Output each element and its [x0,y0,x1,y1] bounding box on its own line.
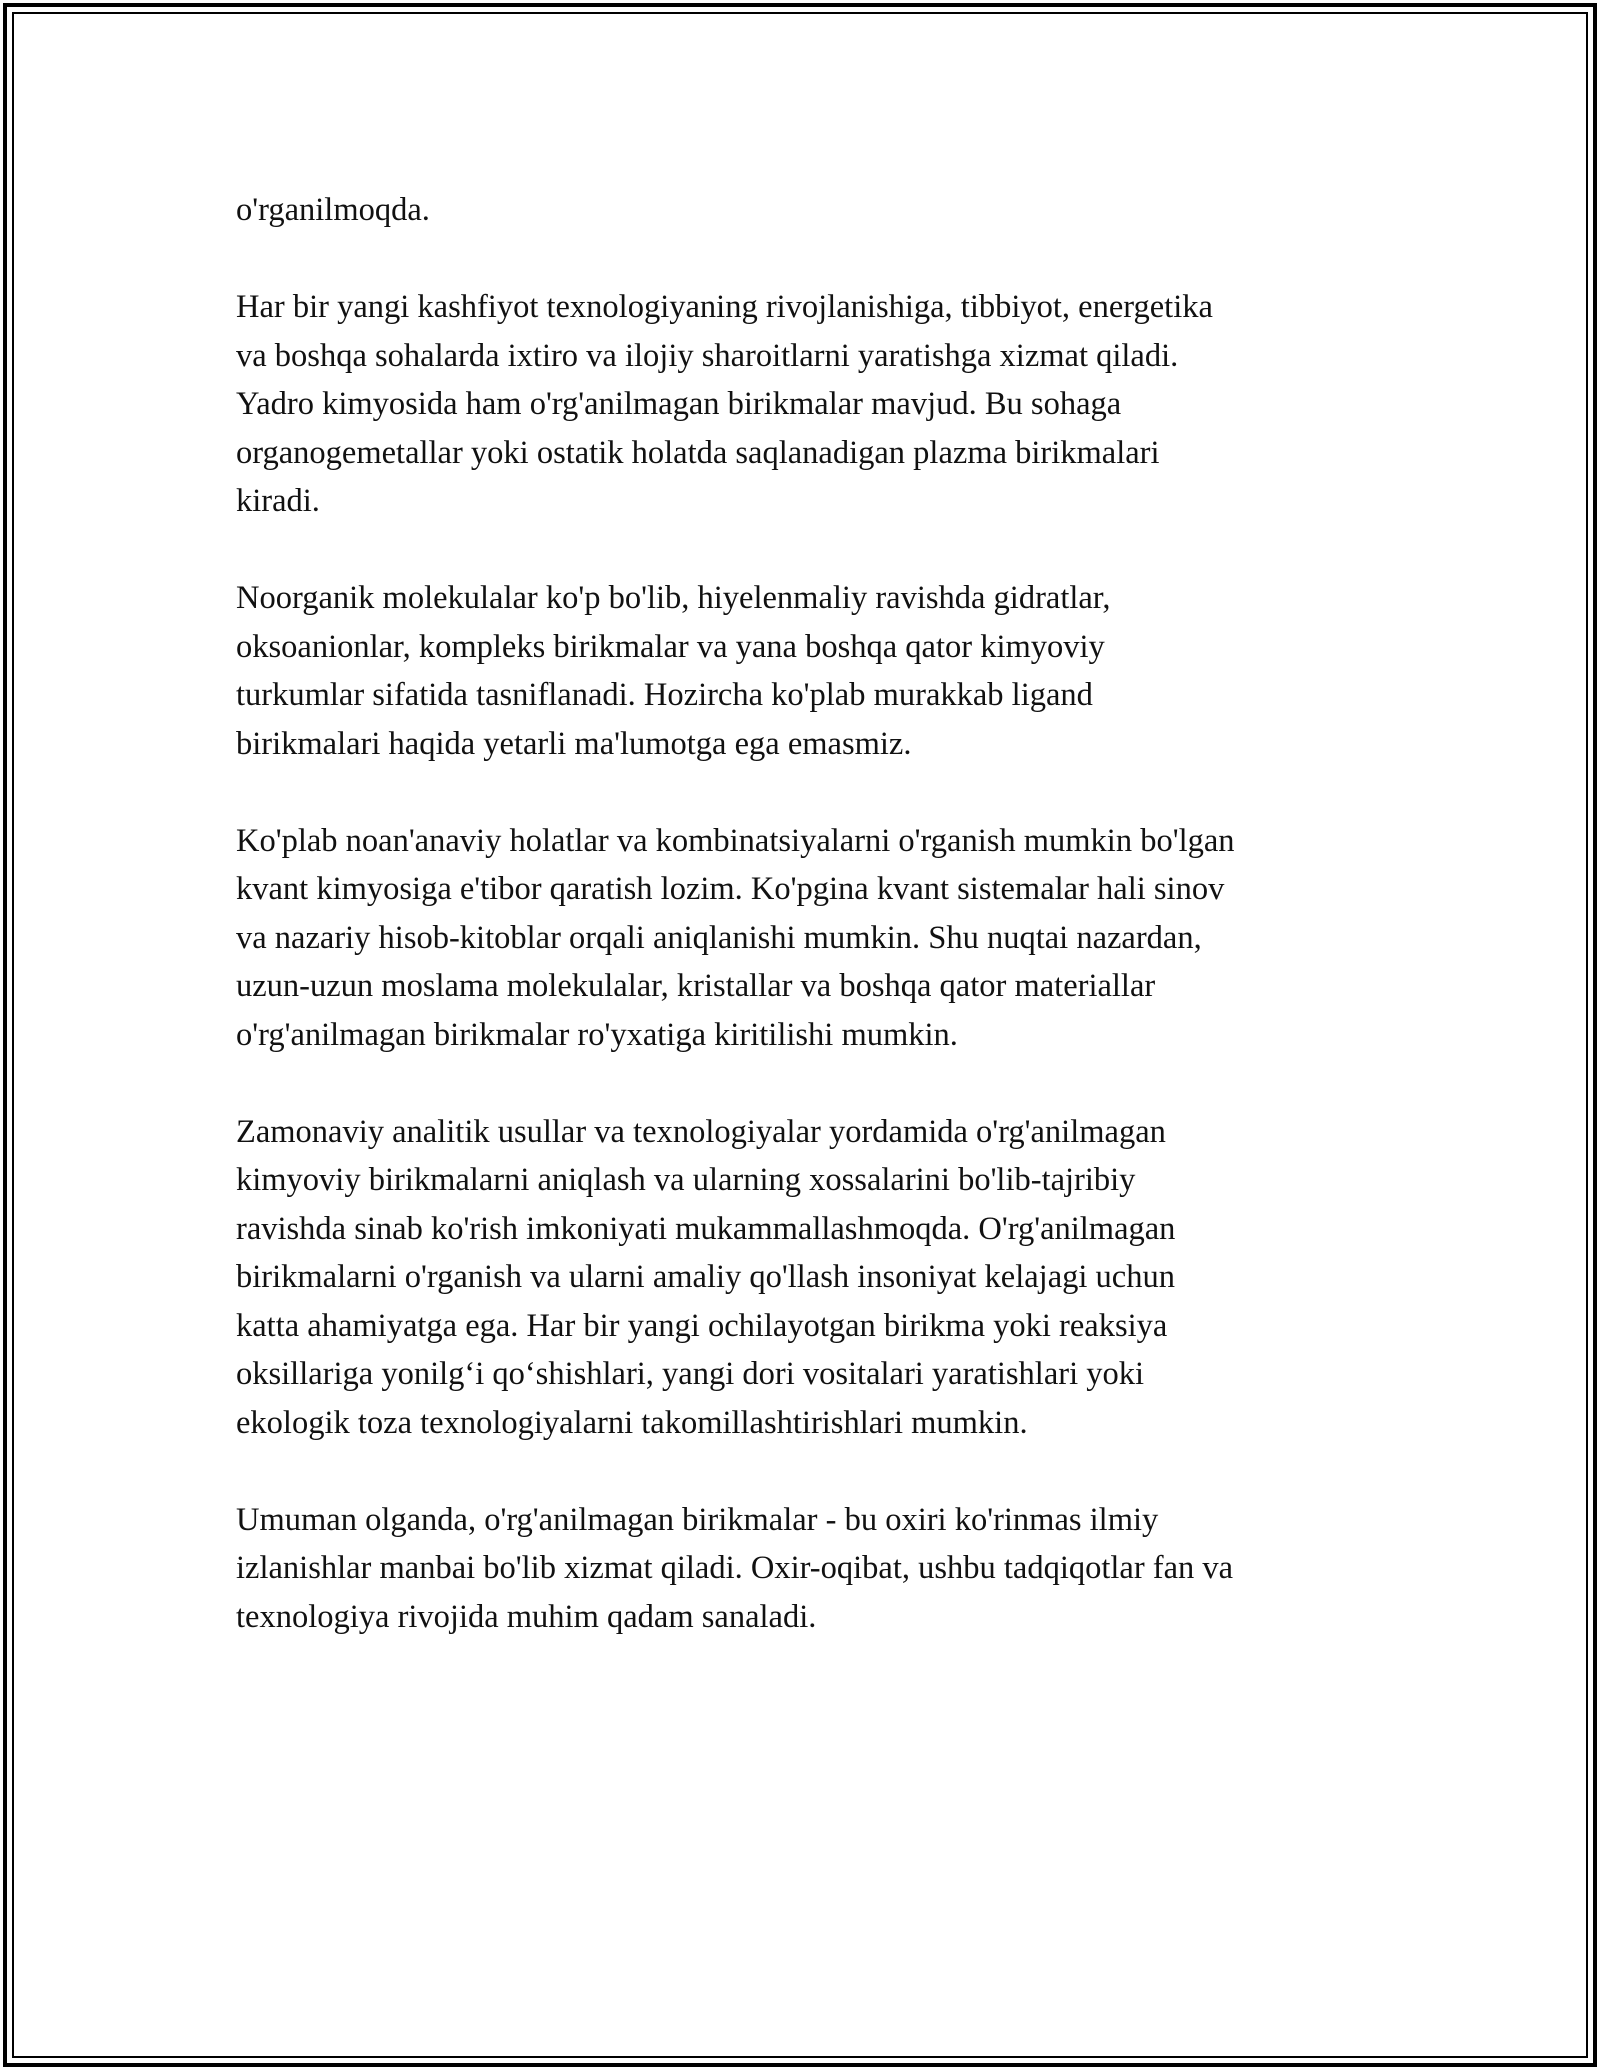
paragraph-inorganic-molecules: Noorganik molekulalar ko'p bo'lib, hiyelenmaliy ravishda gidratlar, oksoanionlar, kompleks birikmalar va yana boshqa qator kimyoviy turkumlar sifatida tasniflanadi. Hozircha ko'plab murakkab ligand birikmalari haqida yetarli ma'lumotga ega emasmiz. [236,580,1111,762]
paragraph-quantum-chemistry: Ko'plab noan'anaviy holatlar va kombinatsiyalarni o'rganish mumkin bo'lgan kvant kimyosiga e'tibor qaratish lozim. Ko'pgina kvant sistemalar hali sinov va nazariy hisob-kitoblar orqali aniqlanishi mumkin. Shu nuqtai nazardan, uzun-uzun moslama molekulalar, kristallar va boshqa qator materiallar o'rg'anilmagan birikmalar ro'yxatiga kiritilishi mumkin. [236,822,1235,1053]
document-body [236,186,1366,1690]
paragraph-conclusion: Umuman olganda, o'rg'anilmagan birikmalar - bu oxiri ko'rinmas ilmiy izlanishlar manbai bo'lib xizmat qiladi. Oxir-oqibat, ushbu tadqiqotlar fan va texnologiya rivojida muhim qadam sanaladi. [236,1501,1234,1635]
paragraph-continuation: o'rganilmoqda. [236,192,430,228]
paragraph-discoveries: Har bir yangi kashfiyot texnologiyaning rivojlanishiga, tibbiyot, energetika va boshqa sohalarda ixtiro va ilojiy sharoitlarni yaratishga xizmat qiladi. Yadro kimyosida ham o'rg'anilmagan birikmalar mavjud. Bu sohaga organogemetallar yoki ostatik holatda saqlanadigan plazma birikmalari kiradi. [236,289,1213,519]
paragraph-analytical-methods: Zamonaviy analitik usullar va texnologiyalar yordamida o'rg'anilmagan kimyoviy birikmalarni aniqlash va ularning xossalarini bo'lib-tajribiy ravishda sinab ko'rish imkoniyati mukammallashmoqda. O'rg'anilmagan birikmalarni o'rganish va ularni amaliy qo'llash insoniyat kelajagi uchun katta ahamiyatga ega. Har bir yangi ochilayotgan birikma yoki reaksiya oksillariga yonilg‘i qo‘shishlari, yangi dori vositalari yaratishlari yoki ekologik toza texnologiyalarni takomillashtirishlari mumkin. [236,1113,1176,1441]
